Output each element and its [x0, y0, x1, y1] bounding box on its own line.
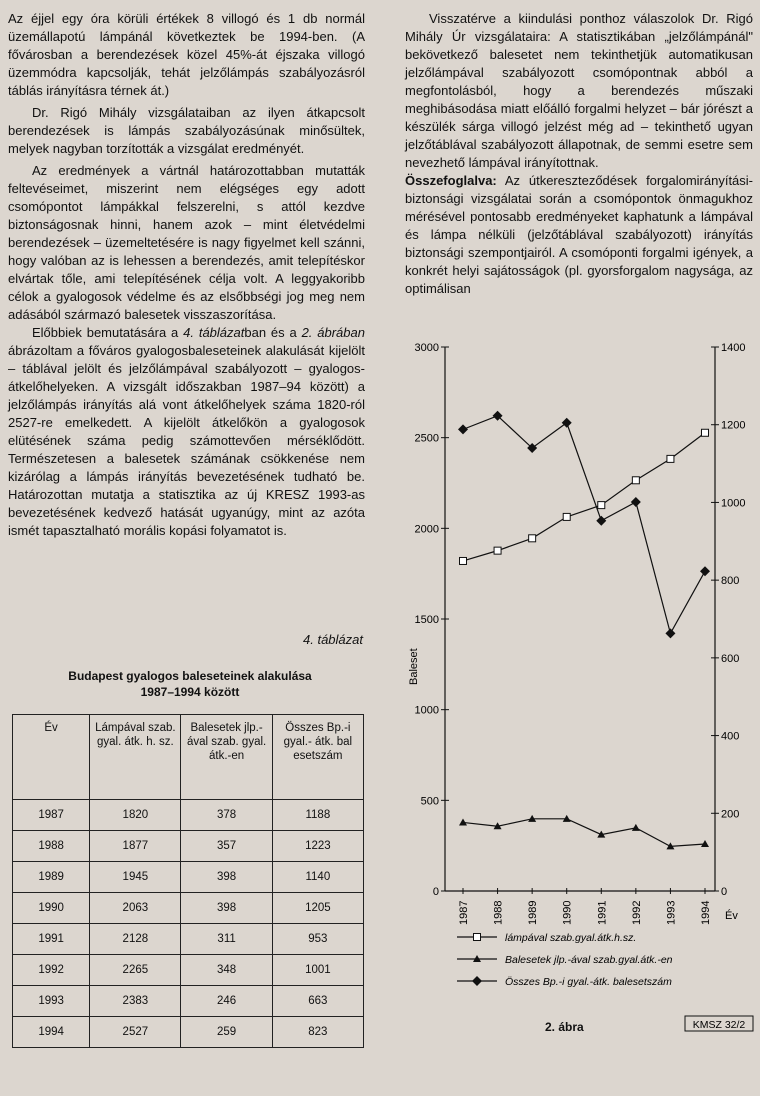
chart-svg — [395, 335, 760, 1045]
line-chart — [395, 335, 760, 1045]
series-line-1 — [463, 433, 705, 561]
data-point — [529, 535, 536, 542]
data-point — [701, 840, 709, 847]
table-header: Balesetek jlp.-ával szab. gyal. átk.-en — [181, 715, 272, 800]
paragraph: Összefoglalva: Az útkereszteződések forgalomirányítási-biztonsági vizsgálatai során a csomópontok önmagukhoz mérésével pontosabb eredményeket kaphatunk a lámpával és lámpa nélküli (jelzőtáblával szabályozott) irányítás biztonsági szempontjairól. A csomóponti forgalmi igények, a konkrét helyi sajátosságok (pl. gyorsforgalom nagysága, az optimálisan — [405, 173, 753, 296]
cell: 348 — [181, 955, 272, 986]
data-point — [700, 566, 710, 576]
y-tick-label-right: 400 — [721, 730, 740, 743]
table-row — [13, 800, 364, 831]
paragraph: Az eredmények a vártnál határozottabban mutatták feltevéseimet, miszerint nem elégséges egy adott csomópontot lámpákkal felszerelni, s attól kezdve biztonságosnak hinni, hanem azok – mint életvédelmi berendezések – üzemeltetésére is nagy figyelmet kell szánni, hogy valóban az is lehessen a berendezés, amit telepítéskor elvártak tőle, ami telepítésének célja volt. A leggyakoribb célok a gyalogosok védelme és az elsőbbségi jog meg nem adásából származó balesetek visszaszorítása. — [8, 163, 365, 322]
cell: 398 — [181, 893, 272, 924]
cell: 2128 — [90, 924, 181, 955]
legend-entry: lámpával szab.gyal.átk.h.sz. — [505, 932, 637, 944]
y-tick-label-left: 1000 — [414, 704, 439, 717]
y-tick-label-left: 1500 — [414, 614, 439, 626]
cell: 1877 — [90, 831, 181, 862]
x-tick-label: 1992 — [630, 900, 643, 925]
cell: 1001 — [272, 955, 363, 986]
cell: 1993 — [13, 986, 90, 1017]
table-row — [13, 924, 364, 955]
y-tick-label-right: 200 — [721, 808, 740, 821]
table-header: Év — [13, 715, 90, 800]
y-tick-label-right: 0 — [721, 886, 728, 898]
cell: 259 — [181, 1017, 272, 1048]
legend-marker — [474, 934, 481, 941]
paragraph: Az éjjel egy óra körüli értékek 8 villogó és 1 db normál üzemállapotú lámpánál következtek be 1994-ben. (A fővárosban a berendezések közel 45%-át éjszaka villogó üzemmódra kapcsolják, tehát jelzőlámpás szabályozásról táblás irányításra térnek át.) — [8, 11, 365, 98]
stamp-text: KMSZ 32/2 — [692, 1019, 746, 1031]
y-tick-label-right: 600 — [721, 652, 740, 665]
figure-caption: 2. ábra — [545, 1020, 584, 1034]
x-tick-label: 1994 — [700, 900, 712, 925]
paragraph: Dr. Rigó Mihály vizsgálataiban az ilyen átkapcsolt berendezések is lámpás szabályozásúnak minősültek, melyek nagyban torzították a vizsgálat eredményét. — [8, 105, 365, 156]
paragraph: Visszatérve a kiindulási ponthoz válaszolok Dr. Rigó Mihály Úr vizsgálataira: A statisztikában „jelzőlámpánál" bekövetkező balesetet nem tekinthetjük automatikusan jelzőlámpával szabályozott csomópontnak abból a megfontolásból, hogy a berendezés műszaki meghibásodása miatt előálló forgalmi helyzet – bár jórészt a készülék sárga villogó jelzést még ad – tekinthető ugyan jelzőtáblával szabályozott állapotnak, de semmi esetre sem nevezhető lámpával irányítottnak. — [405, 11, 753, 170]
data-point — [494, 547, 501, 554]
y-tick-label-left: 3000 — [414, 342, 439, 354]
data-point — [702, 429, 709, 436]
x-tick-label: 1991 — [596, 900, 609, 925]
x-tick-label: 1993 — [665, 900, 678, 925]
data-point — [665, 628, 675, 638]
cell: 1188 — [272, 800, 363, 831]
y-tick-label-left: 2000 — [414, 523, 439, 536]
cell: 398 — [181, 862, 272, 893]
cell: 357 — [181, 831, 272, 862]
y-tick-label-right: 1000 — [721, 497, 746, 510]
cell: 311 — [181, 924, 272, 955]
cell: 1990 — [13, 893, 90, 924]
data-point — [459, 818, 467, 825]
y-tick-label-left: 0 — [432, 886, 439, 898]
data-point — [563, 513, 570, 520]
cell: 1991 — [13, 924, 90, 955]
data-table — [12, 714, 364, 1048]
cell: 1988 — [13, 831, 90, 862]
legend-marker — [472, 976, 482, 986]
y-tick-label-left: 2500 — [414, 432, 439, 445]
y-tick-label-left: 500 — [420, 795, 439, 808]
x-tick-label: 1989 — [527, 900, 540, 925]
x-tick-label: 1990 — [561, 900, 574, 925]
data-point — [460, 557, 467, 564]
cell: 1987 — [13, 800, 90, 831]
data-point — [596, 516, 606, 526]
cell: 378 — [181, 800, 272, 831]
table-header: Összes Bp.-i gyal.- átk. bal esetszám — [272, 715, 363, 800]
table-header: Lámpával szab. gyal. átk. h. sz. — [90, 715, 181, 800]
data-point — [598, 502, 605, 509]
cell: 663 — [272, 986, 363, 1017]
cell: 1140 — [272, 862, 363, 893]
y-tick-label-right: 800 — [721, 575, 740, 588]
data-point — [631, 497, 641, 507]
table-reference: 4. táblázat — [303, 632, 363, 647]
y-tick-label-right: 1200 — [721, 419, 746, 432]
paragraph: Előbbiek bemutatására a 4. táblázatban és a 2. ábrában ábrázoltam a főváros gyalogosbaleseteinek alakulását kijelölt – táblával jelölt és jelzőlámpával szabályozott – gyalogos-átkelőhelyeken. A vizsgált időszakban 1987–94 között) a jelzőlámpás irányítás alá vont átkelőhelyek száma 1820-ról 2527-re emelkedett. A kijelölt átkelőkön a gyalogosok elütésének száma pedig számottevően mérséklődött. Természetesen a balesetek számának csökkenése nem kizárólag a lámpás irányítás bevezetésének tudható be. Határozottan mutatja a statisztika az új KRESZ 1993-as bevezetésének kedvező hatását ugyanúgy, mint az azóta ismét tapasztalható morális kopási folyamatot is. — [8, 325, 365, 538]
cell: 1205 — [272, 893, 363, 924]
table-row — [13, 986, 364, 1017]
cell: 1820 — [90, 800, 181, 831]
x-axis-label: Év — [725, 910, 738, 922]
series-line-3 — [463, 416, 705, 634]
cell: 1989 — [13, 862, 90, 893]
left-column — [8, 10, 365, 540]
data-point — [562, 418, 572, 428]
legend-entry: Balesetek jlp.-ával szab.gyal.átk.-en — [505, 954, 673, 966]
right-column — [405, 10, 753, 298]
data-point — [458, 424, 468, 434]
table-row — [13, 831, 364, 862]
cell: 823 — [272, 1017, 363, 1048]
table-row — [13, 862, 364, 893]
table-row — [13, 955, 364, 986]
cell: 2383 — [90, 986, 181, 1017]
y-axis-label: Baleset — [408, 648, 420, 685]
table-row — [13, 893, 364, 924]
cell: 1994 — [13, 1017, 90, 1048]
table-row — [13, 1017, 364, 1048]
series-line-2 — [463, 819, 705, 847]
cell: 1945 — [90, 862, 181, 893]
cell: 2265 — [90, 955, 181, 986]
data-point — [632, 824, 640, 831]
x-tick-label: 1987 — [458, 900, 470, 925]
table-title: Budapest gyalogos baleseteinek alakulása 1987–1994 között — [68, 669, 312, 699]
cell: 246 — [181, 986, 272, 1017]
data-point — [632, 477, 639, 484]
x-tick-label: 1988 — [492, 900, 505, 925]
y-tick-label-right: 1400 — [721, 342, 746, 354]
legend-entry: Összes Bp.-i gyal.-átk. balesetszám — [505, 976, 672, 988]
cell: 953 — [272, 924, 363, 955]
cell: 1223 — [272, 831, 363, 862]
cell: 2063 — [90, 893, 181, 924]
cell: 1992 — [13, 955, 90, 986]
data-point — [667, 455, 674, 462]
cell: 2527 — [90, 1017, 181, 1048]
